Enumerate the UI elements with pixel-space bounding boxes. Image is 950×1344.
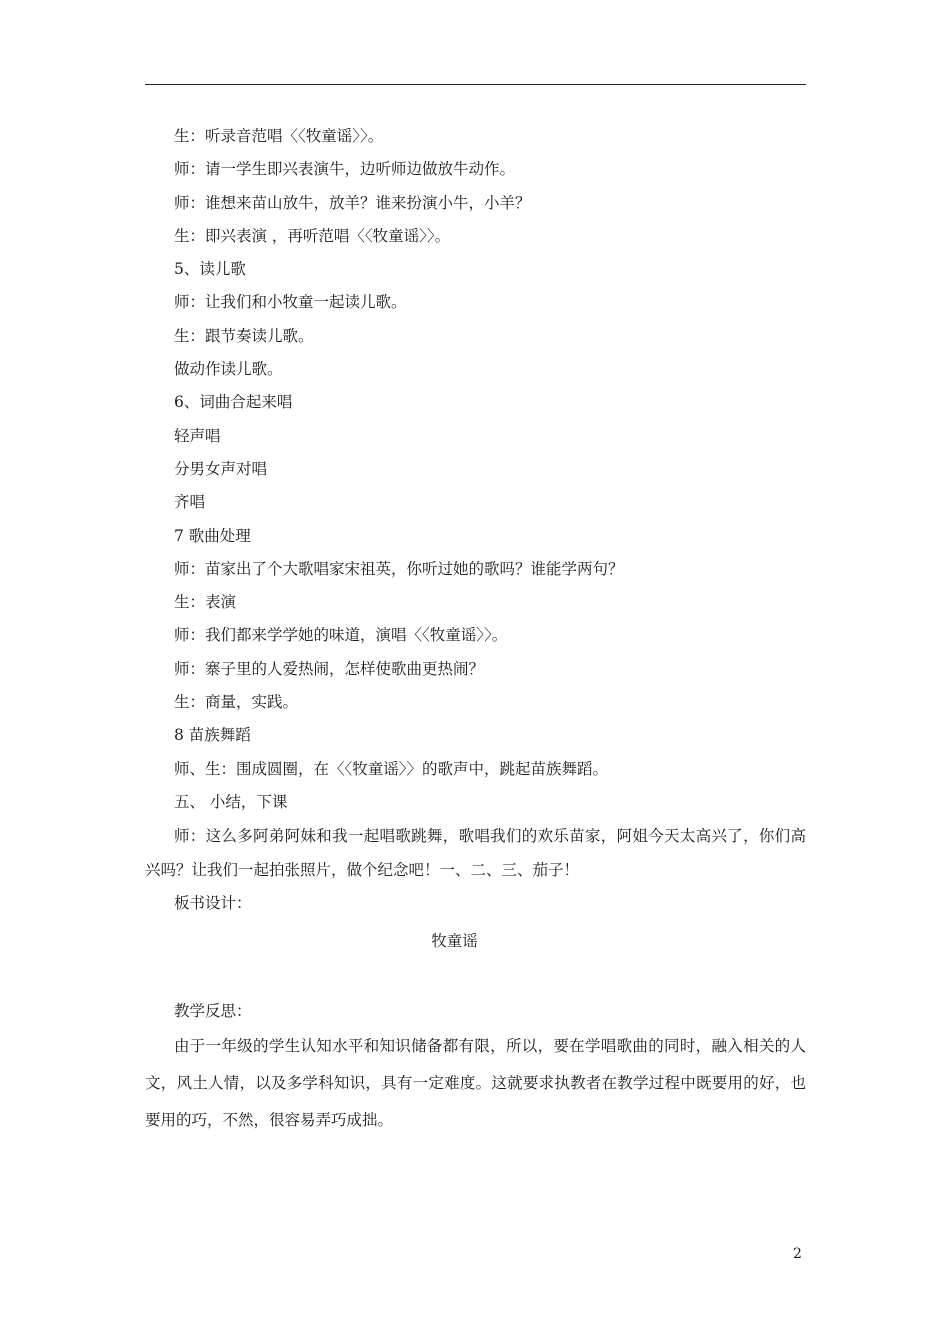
- text-line: 生：跟节奏读儿歌。: [174, 326, 314, 345]
- text-line: 生：听录音范唱〈〈牧童谣〉〉。: [174, 127, 384, 145]
- text-line: 师：苗家出了个大歌唱家宋祖英，你听过她的歌吗？谁能学两句？: [174, 559, 624, 578]
- board-title: 牧童谣: [431, 931, 478, 950]
- text-line: 师：请一学生即兴表演牛，边听师边做放牛动作。: [174, 160, 516, 179]
- board-design-label: 板书设计：: [174, 894, 252, 913]
- closing-paragraph: 师：这么多阿弟阿妹和我一起唱歌跳舞，歌唱我们的欢乐苗家，阿姐今天太高兴了，你们高兴吗？让我们一起拍张照片，做个纪念吧！一、二、三、茄子！: [145, 827, 806, 880]
- header-rule: [145, 84, 806, 85]
- text-line: 师：我们都来学学她的味道，演唱〈〈牧童谣〉〉。: [174, 626, 508, 645]
- text-line: 师：让我们和小牧童一起读儿歌。: [174, 293, 407, 312]
- section-heading: 五、 小结，下课: [174, 792, 288, 811]
- text-line: 生：商量，实践。: [174, 693, 299, 712]
- text-line: 分男女声对唱: [174, 459, 268, 478]
- section-heading: 6、词曲合起来唱: [174, 393, 293, 412]
- section-heading: 8 苗族舞蹈: [174, 726, 251, 745]
- document-body: [145, 120, 806, 1139]
- text-line: 齐唱: [174, 493, 206, 512]
- page-number: 2: [793, 1246, 802, 1262]
- spacer: [145, 961, 806, 995]
- text-line: 轻声唱: [174, 426, 221, 445]
- reflection-label: 教学反思：: [174, 1001, 252, 1020]
- text-line: 师：谁想来苗山放牛，放羊？谁来扮演小牛，小羊？: [174, 193, 531, 212]
- text-line: 生：表演: [174, 593, 237, 612]
- reflection-paragraph: 由于一年级的学生认知水平和知识储备都有限，所以，要在学唱歌曲的同时，融入相关的人文，风土人情，以及多学科知识，具有一定难度。这就要求执教者在教学过程中既要用的好，也要用的巧，不然，很容易弄巧成拙。: [145, 1036, 806, 1129]
- text-line: 师：寨子里的人爱热闹，怎样使歌曲更热闹？: [174, 659, 485, 678]
- text-line: 生：即兴表演 ，再听范唱〈〈牧童谣〉〉。: [174, 226, 451, 245]
- text-line: 做动作读儿歌。: [174, 360, 283, 379]
- text-line: 师、生：围成圆圈，在〈〈牧童谣〉〉的歌声中，跳起苗族舞蹈。: [174, 759, 609, 778]
- section-heading: 5、读儿歌: [174, 260, 246, 279]
- section-heading: 7 歌曲处理: [174, 526, 251, 545]
